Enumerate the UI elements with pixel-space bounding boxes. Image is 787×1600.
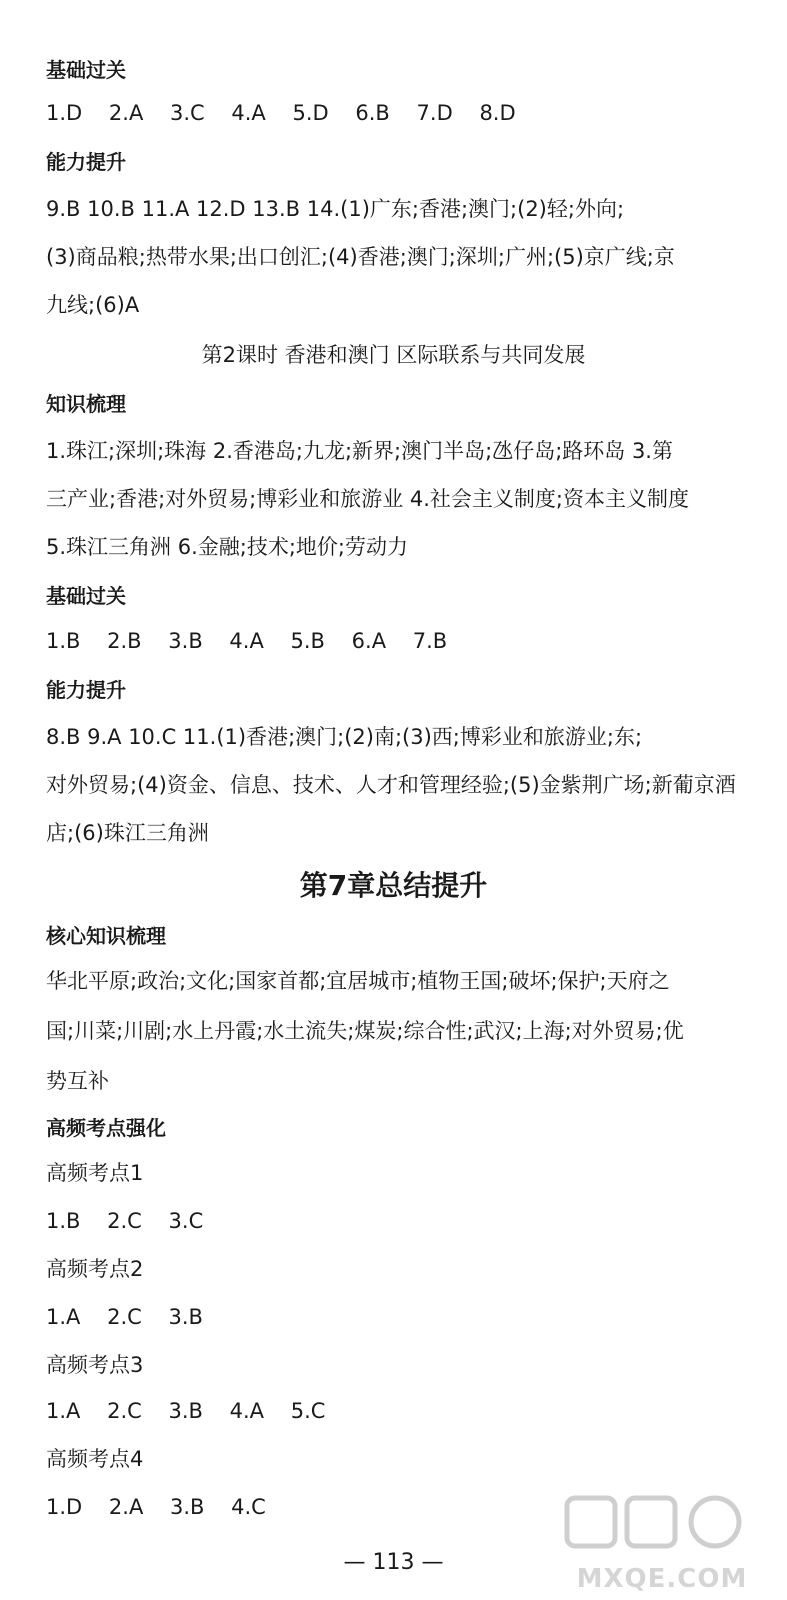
answer-item: 1.D: [46, 101, 83, 125]
highfreq-point-label: 高频考点1: [46, 1161, 144, 1185]
answer-item: 3.B: [168, 1399, 203, 1423]
answer-item: 1.B: [46, 629, 81, 653]
answer-item: 5.D: [292, 101, 329, 125]
answer-item: 4.C: [231, 1495, 266, 1519]
answer-item: 5.C: [290, 1399, 326, 1423]
section-heading-ability: 能力提升: [46, 150, 126, 174]
answer-text-line: 九线;(6)A: [46, 293, 140, 317]
answer-text-line: 5.珠江三角洲 6.金融;技术;地价;劳动力: [46, 535, 408, 559]
highfreq-point-label: 高频考点2: [46, 1257, 144, 1281]
answer-item: 1.D: [46, 1495, 83, 1519]
answer-item: 2.C: [107, 1209, 142, 1233]
watermark-text: MXQE.COM: [576, 1564, 748, 1594]
answer-item: 3.B: [168, 1305, 203, 1329]
answer-text-line: 国;川菜;川剧;水上丹霞;水土流失;煤炭;综合性;武汉;上海;对外贸易;优: [46, 1019, 684, 1043]
answer-item: 4.A: [231, 101, 266, 125]
highfreq-point-label: 高频考点3: [46, 1353, 144, 1377]
answer-text-line: 1.珠江;深圳;珠海 2.香港岛;九龙;新界;澳门半岛;氹仔岛;路环岛 3.第: [46, 439, 673, 463]
answer-item: 1.A: [46, 1305, 81, 1329]
answer-text-line: 8.B 9.A 10.C 11.(1)香港;澳门;(2)南;(3)西;博彩业和旅游业;东;: [46, 725, 643, 749]
section-heading-highfreq: 高频考点强化: [46, 1116, 166, 1140]
section-heading-knowledge: 知识梳理: [46, 392, 126, 416]
chapter-title: 第7章总结提升: [299, 869, 488, 902]
answer-text-line: 势互补: [46, 1069, 109, 1093]
answer-item: 4.A: [229, 1399, 265, 1423]
lesson-title: 第2课时 香港和澳门 区际联系与共同发展: [201, 343, 586, 367]
answer-item: 8.D: [479, 101, 516, 125]
answer-item: 3.B: [170, 1495, 205, 1519]
answer-row: [46, 1396, 747, 1426]
answer-item: 4.A: [229, 629, 264, 653]
answer-item: 1.A: [46, 1399, 81, 1423]
section-heading-core: 核心知识梳理: [46, 924, 166, 948]
page-number: — 113 —: [343, 1550, 444, 1575]
highfreq-point-label: 高频考点4: [46, 1447, 144, 1471]
answer-text-line: 华北平原;政治;文化;国家首都;宜居城市;植物王国;破坏;保护;天府之: [46, 969, 670, 993]
answer-item: 5.B: [290, 629, 325, 653]
answer-item: 2.A: [108, 101, 144, 125]
section-heading-basic: 基础过关: [46, 584, 126, 608]
answer-row: [46, 626, 747, 656]
answer-item: 6.A: [351, 629, 387, 653]
answer-text-line: 9.B 10.B 11.A 12.D 13.B 14.(1)广东;香港;澳门;(2)轻;外向;: [46, 197, 625, 221]
answer-text-line: 对外贸易;(4)资金、信息、技术、人才和管理经验;(5)金紫荆广场;新葡京酒: [46, 773, 736, 797]
answer-item: 2.C: [107, 1399, 142, 1423]
answer-row: [46, 98, 747, 128]
answer-item: 2.C: [107, 1305, 142, 1329]
answer-item: 7.B: [412, 629, 448, 653]
watermark-logo: [557, 1490, 767, 1600]
answer-item: 6.B: [355, 101, 390, 125]
answer-row: [46, 1302, 747, 1332]
answer-item: 3.C: [170, 101, 205, 125]
answer-item: 2.B: [107, 629, 142, 653]
section-heading-ability: 能力提升: [46, 678, 126, 702]
answer-text-line: (3)商品粮;热带水果;出口创汇;(4)香港;澳门;深圳;广州;(5)京广线;京: [46, 245, 675, 269]
answer-item: 3.C: [168, 1209, 204, 1233]
answer-text-line: 三产业;香港;对外贸易;博彩业和旅游业 4.社会主义制度;资本主义制度: [46, 487, 690, 511]
watermark-badge-icon: [557, 1490, 767, 1570]
answer-item: 3.B: [168, 629, 203, 653]
answer-item: 7.D: [416, 101, 453, 125]
answer-text-line: 店;(6)珠江三角洲: [46, 821, 209, 845]
section-heading-basic: 基础过关: [46, 58, 126, 82]
answer-item: 1.B: [46, 1209, 81, 1233]
answer-item: 2.A: [108, 1495, 144, 1519]
answer-row: [46, 1206, 747, 1236]
